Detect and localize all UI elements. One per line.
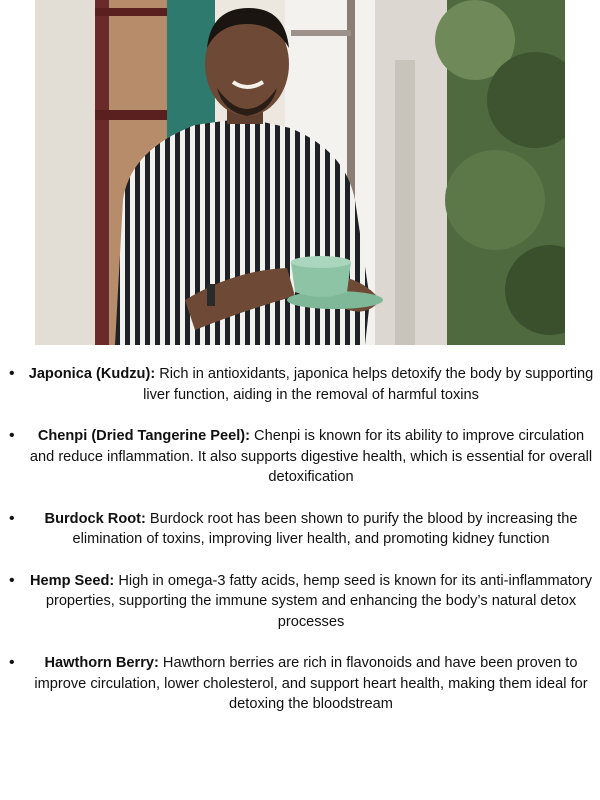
list-item xyxy=(0,571,600,633)
item-text: High in omega-3 fatty acids, hemp seed is known for its anti-inflammatory properties, supporting the immune system and enhancing the body’s natural detox processes xyxy=(45,572,593,630)
bullet-icon: • xyxy=(9,654,15,671)
bullet-icon: • xyxy=(9,427,15,444)
item-text: Rich in antioxidants, japonica helps detoxify the body by supporting liver function, aiding in the removal of harmful toxins xyxy=(143,366,594,403)
item-term: Burdock Root: xyxy=(44,510,146,527)
list-item xyxy=(0,426,600,488)
item-term: Chenpi (Dried Tangerine Peel): xyxy=(37,428,250,444)
item-term: Hawthorn Berry: xyxy=(44,655,159,671)
item-text: Chenpi is known for its ability to improve circulation and reduce inflammation. It also supports digestive health, which is essential for overall detoxification xyxy=(29,428,593,485)
bullet-icon: • xyxy=(9,365,15,382)
herb-benefits-list xyxy=(0,364,600,736)
list-item xyxy=(0,364,600,405)
item-text: Hawthorn berries are rich in flavonoids and have been proven to improve circulation, lower cholesterol, and support heart health, making them ideal for detoxing the bloodstream xyxy=(34,655,588,712)
man-holding-teacup-illustration xyxy=(35,0,565,345)
item-term: Hemp Seed: xyxy=(29,572,115,589)
bullet-icon: • xyxy=(9,571,15,589)
bullet-icon: • xyxy=(9,509,15,527)
item-text: Burdock root has been shown to purify the blood by increasing the elimination of toxins, improving liver health, and promoting kidney function xyxy=(72,510,578,547)
list-item xyxy=(0,653,600,715)
item-term: Japonica (Kudzu): xyxy=(28,366,156,382)
list-item xyxy=(0,509,600,550)
hero-photo xyxy=(35,0,565,345)
